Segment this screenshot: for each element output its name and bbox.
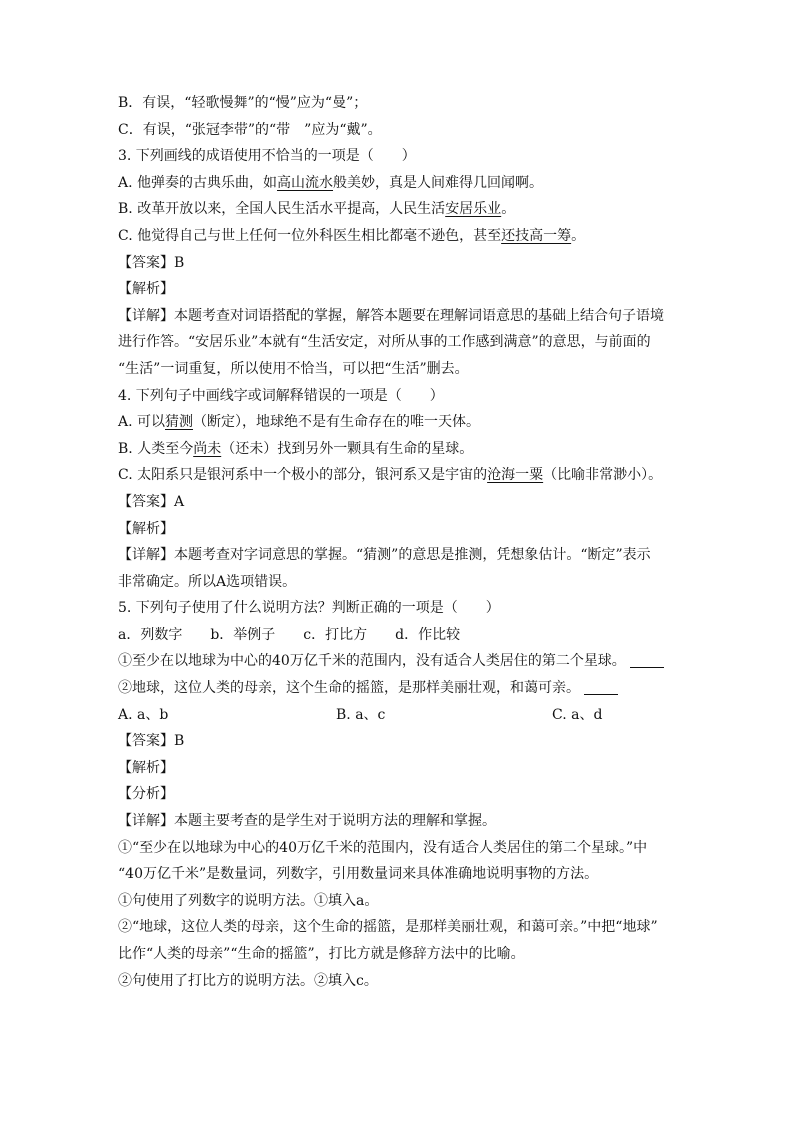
q4-detail-1: 【详解】本题考查对字词意思的掌握。“猜测”的意思是推测，凭想象估计。“断定”表示 — [118, 547, 651, 564]
underlined-word: 沧海一粟 — [487, 467, 544, 484]
q3-detail-1: 【详解】本题考查对词语搭配的掌握，解答本题要在理解词语意思的基础上结合句子语境 — [118, 307, 664, 324]
answer-blank[interactable] — [584, 680, 618, 695]
underlined-idiom: 还技高一筹 — [501, 227, 572, 244]
q4-option-a: A. 可以猜测（断定），地球绝不是有生命存在的唯一天体。 — [118, 414, 481, 431]
q3-detail-2: 进行作答。“安居乐业”本就有“生活安定，对所从事的工作感到满意”的意思，与前面的 — [118, 334, 651, 351]
q5-detail-3: “40万亿千米”是数量词，列数字，引用数量词来具体准确地说明事物的方法。 — [118, 866, 599, 883]
q5-detail-1: 【详解】本题主要考查的是学生对于说明方法的理解和掌握。 — [118, 813, 496, 830]
document-page — [118, 90, 678, 994]
q4-detail-2: 非常确定。所以A选项错误。 — [118, 573, 297, 590]
q5-analysis-subheading: 【分析】 — [118, 786, 174, 803]
q5-sentence-2: ②地球，这位人类的母亲，这个生命的摇篮，是那样美丽壮观，和蔼可亲。 — [118, 675, 678, 702]
q4-analysis-heading: 【解析】 — [118, 520, 174, 537]
q5-answer: 【答案】B — [118, 733, 185, 750]
q5-sentence-1: ①至少在以地球为中心的40万亿千米的范围内，没有适合人类居住的第二个星球。 — [118, 648, 678, 675]
q5-option-b: B. a、c — [336, 706, 386, 723]
underlined-word: 尚未 — [193, 440, 222, 457]
q5-option-a: A. a、b — [118, 706, 169, 723]
q5-options — [118, 702, 678, 729]
underlined-word: 猜测 — [165, 414, 194, 431]
q5-detail-6: 比作“人类的母亲”“生命的摇篮”，打比方就是修辞方法中的比喻。 — [118, 946, 525, 962]
underlined-idiom: 高山流水 — [277, 174, 334, 191]
q5-analysis-heading: 【解析】 — [118, 759, 174, 776]
q5-methods: a．列数字 b．举例子 c．打比方 d．作比较 — [118, 626, 461, 643]
question-3: 3. 下列画线的成语使用不恰当的一项是（ ） — [118, 148, 416, 165]
question-4: 4. 下列句子中画线字或词解释错误的一项是（ ） — [118, 387, 444, 404]
option-c-analysis: C．有误，“张冠李带”的“带 ”应为“戴”。 — [118, 121, 382, 138]
question-5: 5. 下列句子使用了什么说明方法？判断正确的一项是（ ） — [118, 600, 500, 617]
q3-detail-3: “生活”一词重复，所以使用不恰当，可以把“生活”删去。 — [118, 360, 469, 377]
q3-option-c: C. 他觉得自己与世上任何一位外科医生相比都毫不逊色，甚至还技高一筹。 — [118, 227, 586, 244]
q4-option-c: C. 太阳系只是银河系中一个极小的部分，银河系又是宇宙的沧海一粟（比喻非常渺小）。 — [118, 467, 663, 484]
q4-answer: 【答案】A — [118, 493, 185, 510]
answer-blank[interactable] — [630, 653, 664, 668]
q5-detail-5: ②“地球，这位人类的母亲，这个生命的摇篮，是那样美丽壮观，和蔼可亲。”中把“地球” — [118, 919, 658, 936]
q5-detail-2: ①“至少在以地球为中心的40万亿千米的范围内，没有适合人类居住的第二个星球。”中 — [118, 839, 648, 856]
q5-option-c: C. a、d — [552, 706, 603, 723]
q3-option-b: B. 改革开放以来，全国人民生活水平提高，人民生活安居乐业。 — [118, 201, 516, 218]
q4-option-b: B. 人类至今尚未（还未）找到另外一颗具有生命的星球。 — [118, 440, 474, 457]
q3-analysis-heading: 【解析】 — [118, 281, 174, 298]
q5-detail-7: ②句使用了打比方的说明方法。②填入c。 — [118, 972, 378, 989]
q3-answer: 【答案】B — [118, 254, 185, 271]
underlined-idiom: 安居乐业 — [445, 201, 502, 218]
option-b-analysis: B．有误，“轻歌慢舞”的“慢”应为“曼”； — [118, 95, 368, 111]
q3-option-a: A. 他弹奏的古典乐曲，如高山流水般美妙，真是人间难得几回闻啊。 — [118, 174, 544, 191]
q5-detail-4: ①句使用了列数字的说明方法。①填入a。 — [118, 892, 379, 909]
